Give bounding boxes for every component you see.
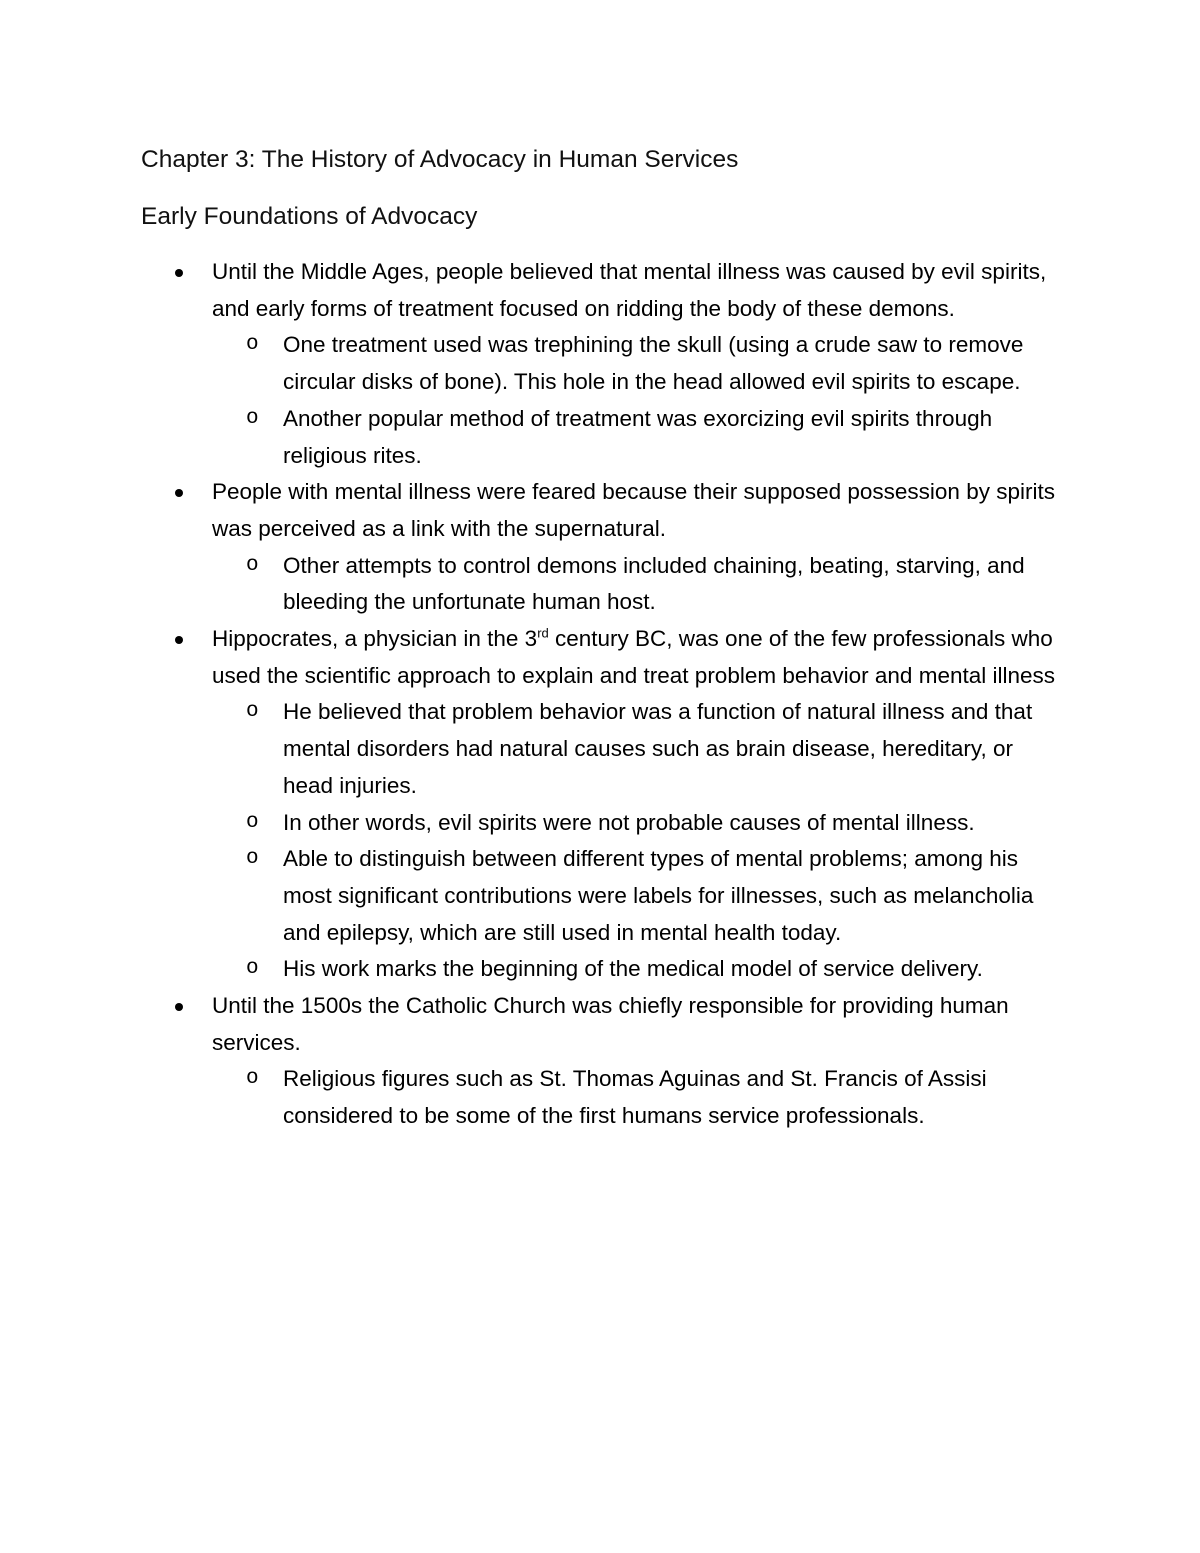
sub-bullet-item	[0, 1061, 1068, 1134]
sub-bullet-marker-icon: o	[246, 1067, 259, 1091]
sub-bullet-text: Religious figures such as St. Thomas Aguinas and St. Francis of Assisi considered to be some of the first humans service professionals.	[283, 1066, 987, 1129]
bullet-item	[0, 988, 1064, 1061]
sub-bullet-item	[0, 841, 1068, 951]
bullet-item	[0, 254, 1064, 327]
bullet-dot-icon	[175, 269, 183, 277]
sub-bullet-item	[0, 548, 1068, 621]
bullet-text: Until the Middle Ages, people believed that mental illness was caused by evil spirits, and early forms of treatment focused on ridding the body of these demons.	[212, 259, 1047, 321]
sub-bullet-text: His work marks the beginning of the medical model of service delivery.	[283, 956, 983, 982]
bullet-text-part: century BC, was one of the few professionals who used the scientific approach to explain and treat problem behavior and mental illness	[212, 626, 1056, 688]
bullet-item	[0, 474, 1064, 547]
sub-bullet-item	[0, 694, 1068, 804]
bullet-dot-icon	[175, 489, 183, 497]
sub-bullet-item	[0, 951, 1068, 988]
sub-bullet-marker-icon: o	[246, 957, 259, 981]
bullet-text: People with mental illness were feared because their supposed possession by spirits was perceived as a link with the supernatural.	[212, 479, 1055, 541]
sub-bullet-marker-icon: o	[246, 847, 259, 871]
sub-bullet-text: Other attempts to control demons included chaining, beating, starving, and bleeding the unfortunate human host.	[283, 552, 1025, 615]
sub-bullet-item	[0, 401, 1068, 474]
sub-bullet-text: One treatment used was trephining the skull (using a crude saw to remove circular disks of bone). This hole in the head allowed evil spirits to escape.	[283, 332, 1024, 395]
sub-bullet-marker-icon: o	[246, 406, 259, 430]
sub-bullet-text: Able to distinguish between different types of mental problems; among his most significant contributions were labels for illnesses, such as melancholia and epilepsy, which are still used in mental health today.	[283, 846, 1034, 945]
sub-bullet-text: In other words, evil spirits were not probable causes of mental illness.	[283, 809, 975, 835]
sub-bullet-text: He believed that problem behavior was a function of natural illness and that mental disorders had natural causes such as brain disease, hereditary, or head injuries.	[283, 699, 1033, 798]
section-title: Early Foundations of Advocacy	[141, 203, 478, 230]
sub-bullet-marker-icon: o	[246, 810, 259, 834]
sub-bullet-marker-icon: o	[246, 700, 259, 724]
sub-bullet-marker-icon: o	[246, 553, 259, 577]
bullet-text: Until the 1500s the Catholic Church was chiefly responsible for providing human services.	[212, 993, 1009, 1055]
bullet-text-part: Hippocrates, a physician in the 3	[212, 626, 538, 652]
chapter-title: Chapter 3: The History of Advocacy in Human Services	[141, 146, 739, 173]
sub-bullet-item	[0, 805, 1068, 842]
sub-bullet-item	[0, 327, 1068, 400]
sub-bullet-marker-icon: o	[246, 333, 259, 357]
bullet-item	[0, 621, 1064, 694]
sub-bullet-text: Another popular method of treatment was exorcizing evil spirits through religious rites.	[283, 405, 993, 468]
outline-list	[0, 254, 1200, 1135]
superscript: rd	[537, 625, 549, 641]
bullet-dot-icon	[175, 636, 183, 644]
bullet-dot-icon	[175, 1003, 183, 1011]
